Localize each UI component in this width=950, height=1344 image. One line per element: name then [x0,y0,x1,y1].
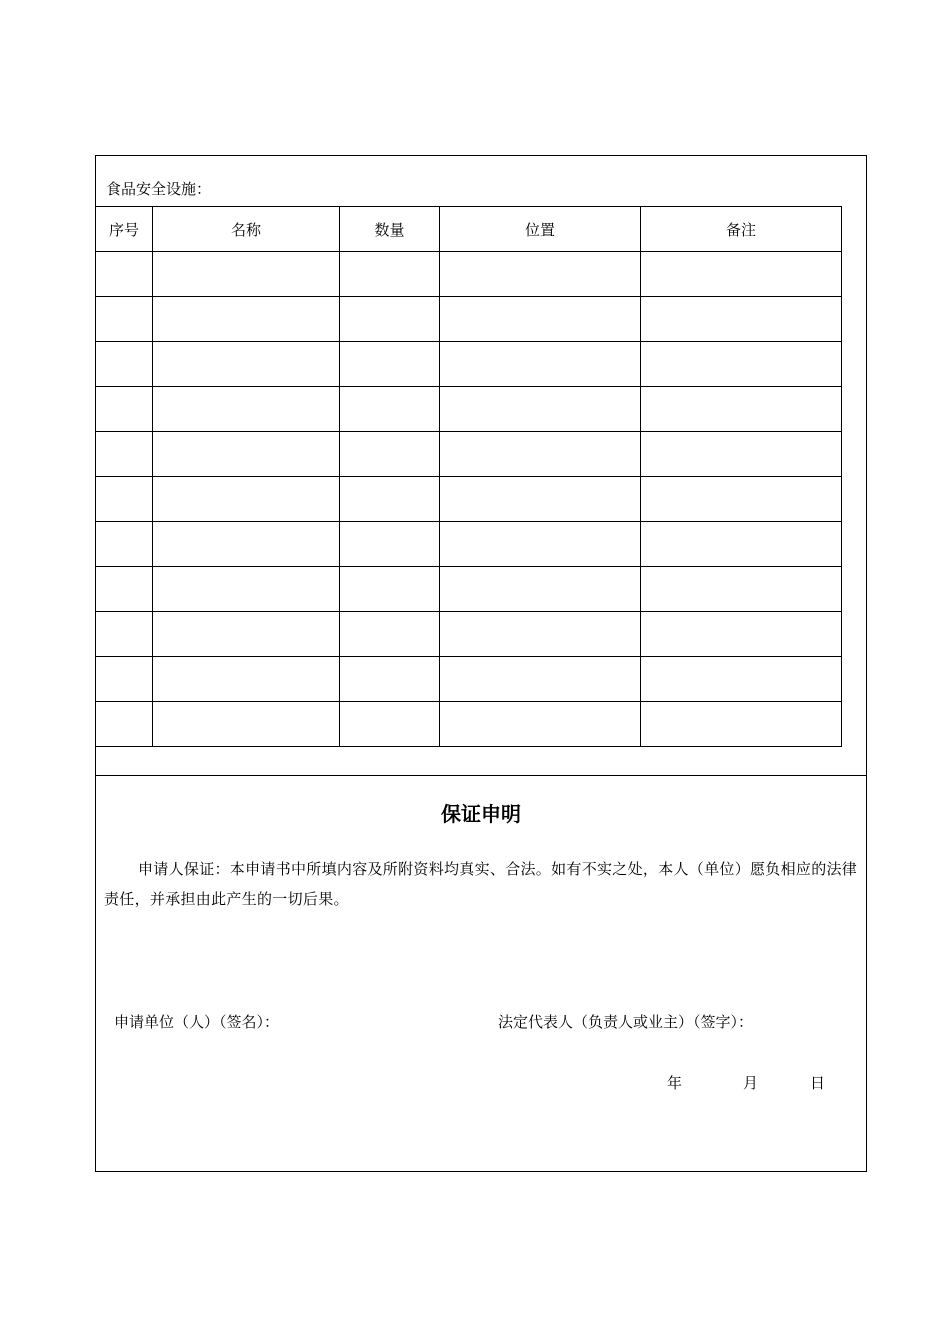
quantity-cell[interactable] [340,567,440,612]
table-row [96,612,842,657]
legal-rep-signature-label: 法定代表人（负责人或业主）（签字）： [498,1013,754,1031]
remarks-cell[interactable] [641,477,842,522]
remarks-cell[interactable] [641,342,842,387]
name-cell[interactable] [153,387,340,432]
index-cell[interactable] [96,342,153,387]
name-cell[interactable] [153,567,340,612]
index-cell[interactable] [96,297,153,342]
location-cell[interactable] [440,432,641,477]
quantity-cell[interactable] [340,297,440,342]
index-cell[interactable] [96,657,153,702]
form-frame [95,155,867,1172]
quantity-cell[interactable] [340,387,440,432]
column-header-location: 位置 [440,207,641,252]
index-cell[interactable] [96,432,153,477]
quantity-cell[interactable] [340,252,440,297]
remarks-cell[interactable] [641,612,842,657]
quantity-cell[interactable] [340,612,440,657]
index-cell[interactable] [96,567,153,612]
declaration-title: 保证申明 [441,802,521,826]
index-cell[interactable] [96,702,153,747]
table-row [96,297,842,342]
quantity-cell[interactable] [340,702,440,747]
table-row [96,567,842,612]
remarks-cell[interactable] [641,567,842,612]
location-cell[interactable] [440,567,641,612]
name-cell[interactable] [153,342,340,387]
name-cell[interactable] [153,612,340,657]
date-day-label: 日 [810,1074,826,1092]
column-header-index: 序号 [96,207,153,252]
index-cell[interactable] [96,252,153,297]
table-header-row [96,207,842,252]
facilities-section-label: 食品安全设施： [106,180,212,198]
table-row [96,432,842,477]
remarks-cell[interactable] [641,252,842,297]
table-row [96,252,842,297]
table-row [96,702,842,747]
name-cell[interactable] [153,702,340,747]
facilities-table [95,206,842,747]
column-header-remarks: 备注 [641,207,842,252]
location-cell[interactable] [440,702,641,747]
location-cell[interactable] [440,522,641,567]
location-cell[interactable] [440,657,641,702]
location-cell[interactable] [440,252,641,297]
applicant-signature-label: 申请单位（人）（签名）： [114,1013,280,1031]
remarks-cell[interactable] [641,657,842,702]
name-cell[interactable] [153,657,340,702]
name-cell[interactable] [153,297,340,342]
remarks-cell[interactable] [641,522,842,567]
declaration-text: 申请人保证：本申请书中所填内容及所附资料均真实、合法。如有不实之处，本人（单位）愿负相应的法律责任，并承担由此产生的一切后果。 [104,860,858,908]
name-cell[interactable] [153,477,340,522]
location-cell[interactable] [440,342,641,387]
name-cell[interactable] [153,522,340,567]
quantity-cell[interactable] [340,522,440,567]
remarks-cell[interactable] [641,297,842,342]
remarks-cell[interactable] [641,702,842,747]
index-cell[interactable] [96,477,153,522]
index-cell[interactable] [96,522,153,567]
table-row [96,387,842,432]
name-cell[interactable] [153,432,340,477]
table-row [96,477,842,522]
date-month-label: 月 [743,1074,759,1092]
location-cell[interactable] [440,477,641,522]
quantity-cell[interactable] [340,432,440,477]
name-cell[interactable] [153,252,340,297]
quantity-cell[interactable] [340,477,440,522]
column-header-quantity: 数量 [340,207,440,252]
remarks-cell[interactable] [641,432,842,477]
date-year-label: 年 [667,1074,683,1092]
remarks-cell[interactable] [641,387,842,432]
location-cell[interactable] [440,297,641,342]
quantity-cell[interactable] [340,342,440,387]
table-row [96,522,842,567]
table-row [96,342,842,387]
facilities-table-body [96,252,842,747]
index-cell[interactable] [96,612,153,657]
column-header-name: 名称 [153,207,340,252]
index-cell[interactable] [96,387,153,432]
quantity-cell[interactable] [340,657,440,702]
section-divider [96,775,866,776]
location-cell[interactable] [440,387,641,432]
location-cell[interactable] [440,612,641,657]
table-row [96,657,842,702]
